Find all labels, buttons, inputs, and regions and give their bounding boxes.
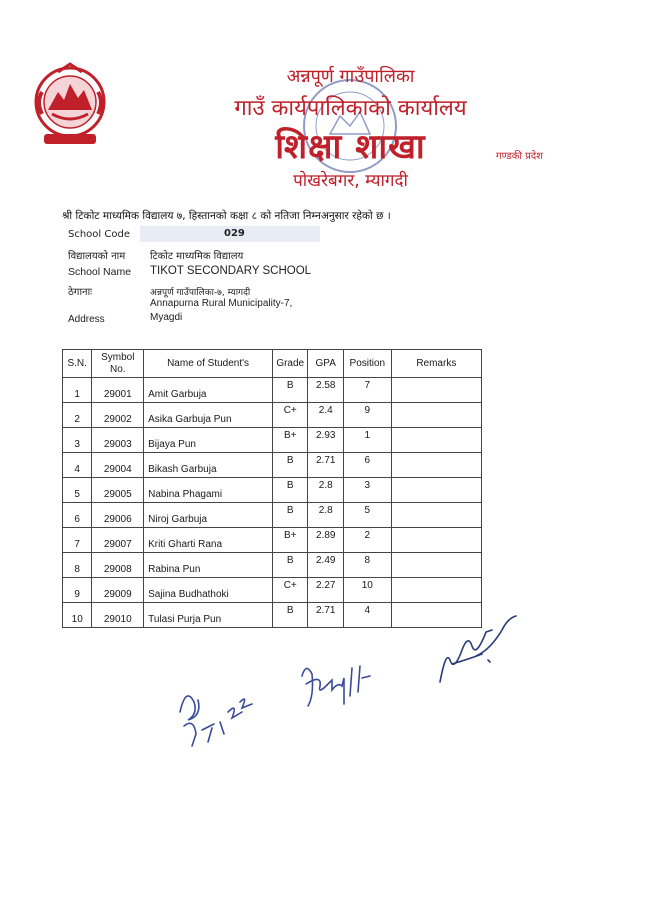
header-symbol-line1: Symbol <box>101 351 135 363</box>
cell-sn: 9 <box>63 578 92 603</box>
signature-1 <box>168 672 258 752</box>
cell-name: Sajina Budhathoki <box>144 578 273 603</box>
cell-position: 7 <box>343 378 391 403</box>
cell-sn: 5 <box>63 478 92 503</box>
table-header-row <box>63 350 482 378</box>
section-title: शिक्षा शाखा <box>275 127 426 167</box>
header-symbol <box>92 350 144 378</box>
results-table <box>62 349 482 628</box>
cell-gpa: 2.49 <box>308 553 344 578</box>
cell-remarks <box>391 378 481 403</box>
address-np-label: ठेगानाः <box>68 287 93 298</box>
cell-grade: B+ <box>272 428 308 453</box>
cell-grade: B <box>272 603 308 628</box>
cell-symbol: 29003 <box>92 428 144 453</box>
header-grade: Grade <box>272 350 308 378</box>
cell-grade: C+ <box>272 578 308 603</box>
header-sn: S.N. <box>63 350 92 378</box>
cell-gpa: 2.27 <box>308 578 344 603</box>
header-remarks: Remarks <box>391 350 481 378</box>
cell-position: 9 <box>343 403 391 428</box>
school-code-value: 029 <box>224 228 245 239</box>
school-name-np-label: विद्यालयको नाम <box>68 251 126 262</box>
cell-position: 1 <box>343 428 391 453</box>
cell-name: Asika Garbuja Pun <box>144 403 273 428</box>
cell-position: 3 <box>343 478 391 503</box>
cell-name: Amit Garbuja <box>144 378 273 403</box>
cell-symbol: 29004 <box>92 453 144 478</box>
cell-symbol: 29009 <box>92 578 144 603</box>
cell-name: Kriti Gharti Rana <box>144 528 273 553</box>
cell-grade: B <box>272 453 308 478</box>
table-row <box>63 578 482 603</box>
cell-position: 2 <box>343 528 391 553</box>
cell-position: 4 <box>343 603 391 628</box>
cell-name: Nabina Phagami <box>144 478 273 503</box>
cell-gpa: 2.4 <box>308 403 344 428</box>
cell-remarks <box>391 578 481 603</box>
table-row <box>63 503 482 528</box>
table-row <box>63 403 482 428</box>
cell-remarks <box>391 478 481 503</box>
cell-grade: B+ <box>272 528 308 553</box>
header-position: Position <box>343 350 391 378</box>
signature-2 <box>292 656 382 716</box>
municipality-name: अन्नपूर्ण गाउँपालिका <box>286 66 415 87</box>
school-name-np-value: टिकोट माध्यमिक विद्यालय <box>150 251 244 262</box>
address-label: Address <box>68 314 105 325</box>
address-line1: Annapurna Rural Municipality-7, <box>150 298 293 309</box>
cell-name: Niroj Garbuja <box>144 503 273 528</box>
office-name: गाउँ कार्यपालिकाको कार्यालय <box>234 96 467 121</box>
school-name-label: School Name <box>68 266 132 278</box>
header-symbol-line2: No. <box>109 363 126 375</box>
intro-statement: श्री टिकोट माध्यमिक विद्यालय ७, हिस्तानको कक्षा ८ को नतिजा निम्नअनुसार रहेको छ । <box>62 210 391 222</box>
cell-gpa: 2.58 <box>308 378 344 403</box>
cell-remarks <box>391 453 481 478</box>
table-row <box>63 528 482 553</box>
cell-gpa: 2.93 <box>308 428 344 453</box>
cell-symbol: 29008 <box>92 553 144 578</box>
signature-3 <box>432 610 522 690</box>
cell-gpa: 2.8 <box>308 478 344 503</box>
province-name: गण्डकी प्रदेश <box>496 151 543 162</box>
cell-position: 6 <box>343 453 391 478</box>
school-code-label: School Code <box>68 229 130 240</box>
cell-sn: 3 <box>63 428 92 453</box>
cell-grade: B <box>272 378 308 403</box>
cell-remarks <box>391 403 481 428</box>
office-location: पोखरेबगर, म्यागदी <box>293 171 408 191</box>
header-name: Name of Student's <box>144 350 273 378</box>
cell-remarks <box>391 428 481 453</box>
table-row <box>63 603 482 628</box>
cell-sn: 6 <box>63 503 92 528</box>
cell-name: Bikash Garbuja <box>144 453 273 478</box>
table-row <box>63 453 482 478</box>
cell-sn: 7 <box>63 528 92 553</box>
cell-gpa: 2.71 <box>308 603 344 628</box>
cell-sn: 4 <box>63 453 92 478</box>
cell-gpa: 2.8 <box>308 503 344 528</box>
cell-sn: 8 <box>63 553 92 578</box>
cell-symbol: 29005 <box>92 478 144 503</box>
cell-position: 10 <box>343 578 391 603</box>
cell-remarks <box>391 553 481 578</box>
cell-remarks <box>391 528 481 553</box>
cell-gpa: 2.89 <box>308 528 344 553</box>
table-row <box>63 378 482 403</box>
cell-symbol: 29001 <box>92 378 144 403</box>
cell-symbol: 29007 <box>92 528 144 553</box>
cell-position: 5 <box>343 503 391 528</box>
cell-sn: 2 <box>63 403 92 428</box>
cell-name: Bijaya Pun <box>144 428 273 453</box>
cell-grade: B <box>272 478 308 503</box>
cell-sn: 10 <box>63 603 92 628</box>
cell-remarks <box>391 503 481 528</box>
table-row <box>63 428 482 453</box>
cell-sn: 1 <box>63 378 92 403</box>
cell-symbol: 29006 <box>92 503 144 528</box>
cell-symbol: 29010 <box>92 603 144 628</box>
cell-name: Rabina Pun <box>144 553 273 578</box>
cell-name: Tulasi Purja Pun <box>144 603 273 628</box>
cell-position: 8 <box>343 553 391 578</box>
cell-gpa: 2.71 <box>308 453 344 478</box>
cell-grade: B <box>272 553 308 578</box>
cell-grade: B <box>272 503 308 528</box>
cell-grade: C+ <box>272 403 308 428</box>
address-line2: Myagdi <box>150 312 183 323</box>
table-row <box>63 478 482 503</box>
cell-symbol: 29002 <box>92 403 144 428</box>
address-np-value: अन्नपूर्ण गाउँपालिका-७, म्यागदी <box>150 288 251 298</box>
header-gpa: GPA <box>308 350 344 378</box>
table-row <box>63 553 482 578</box>
school-name-value: TIKOT SECONDARY SCHOOL <box>150 265 312 277</box>
